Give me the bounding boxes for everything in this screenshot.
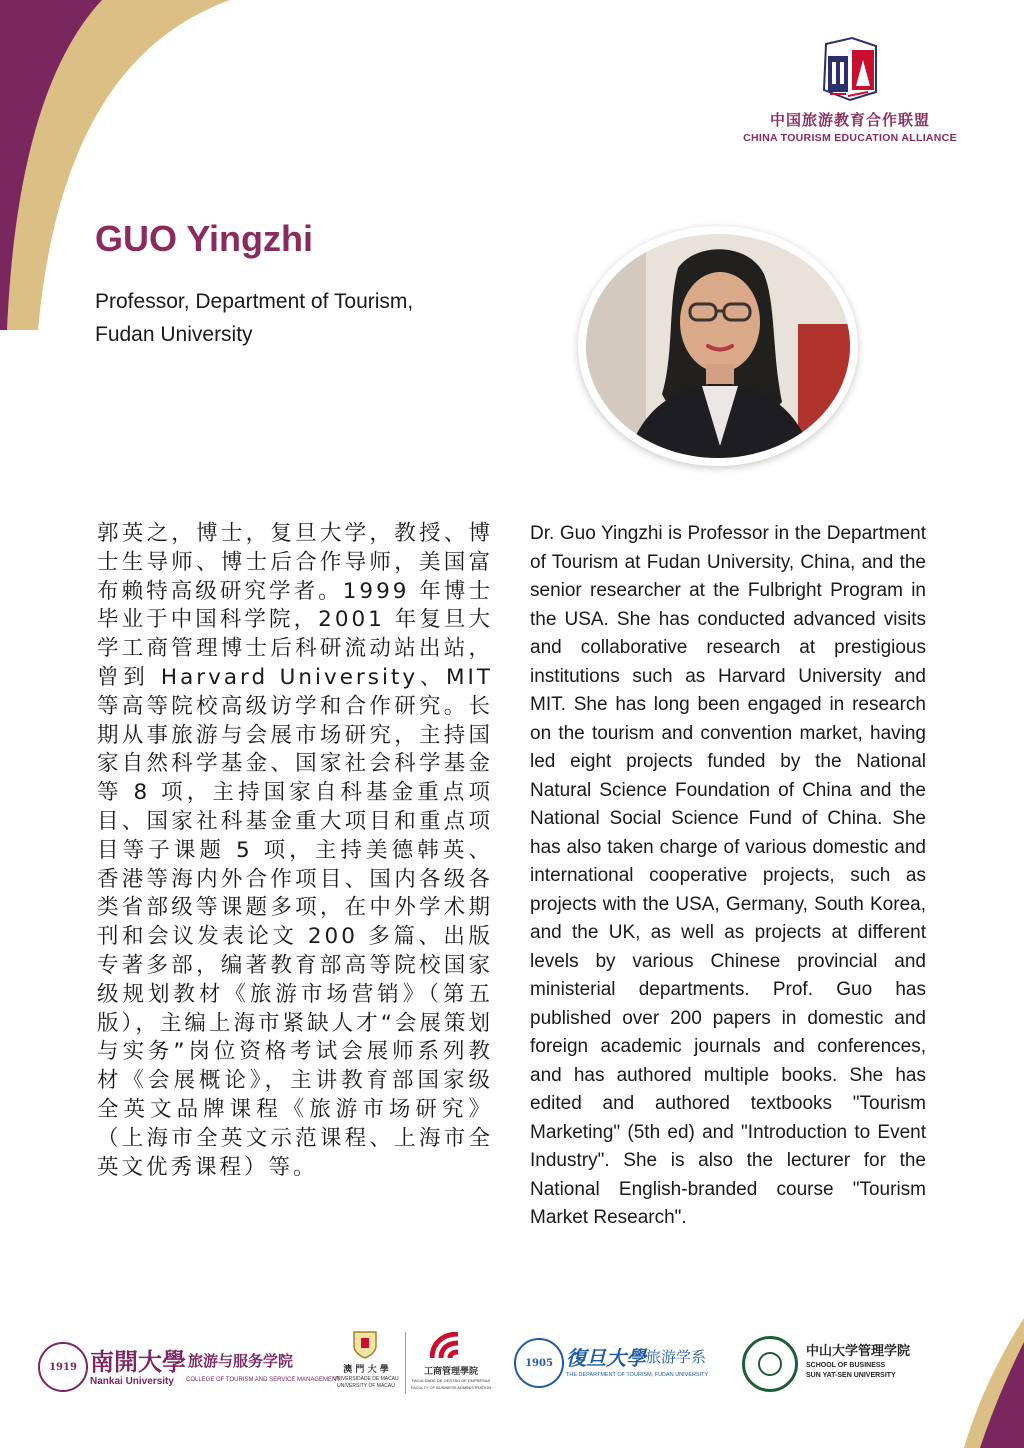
macau-divider — [405, 1332, 406, 1394]
macau-crest-icon — [352, 1330, 378, 1360]
macau-name-pt: UNIVERSIDADE DE MACAU — [333, 1376, 399, 1382]
bio-chinese: 郭英之，博士，复旦大学，教授、博士生导师、博士后合作导师，美国富布赖特高级研究学者。1999 年博士毕业于中国科学院，2001 年复旦大学工商管理博士后科研流动站出站，曾到 Harvard University、MIT 等高等院校高级访学和合作研究。长期从事旅游与会展市场研究，主持国家自然科学基金、国家社会科学基金等 8 项，主持国家自科基金重点项目、国家社科基金重大项目和重点项目等子课题 5 项，主持美德韩英、香港等海内外合作项目、国内各级各类省部级等课题多项，在中外学术期刊和会议发表论文 200 多篇、出版专著多部，编著教育部高等院校国家级规划教材《旅游市场营销》（第五版），主编上海市紧缺人才“会展策划与实务”岗位资格考试会展师系列教材《会展概论》，主讲教育部国家级全英文品牌课程《旅游市场研究》（上海市全英文示范课程、上海市全英文优秀课程）等。 — [97, 521, 493, 1180]
nankai-logo — [38, 1328, 341, 1400]
macau-name-cn: 澳 門 大 學 — [343, 1365, 389, 1375]
macau-faculty-en: FACULTY OF BUSINESS ADMINISTRATION — [410, 1385, 492, 1390]
title-line-1: Professor, Department of Tourism, — [95, 290, 414, 313]
bio-english: Dr. Guo Yingzhi is Professor in the Department of Tourism at Fudan University, China, and the senior researcher at the Fulbright Program in the USA. She has conducted advanced visits and collaborative research at prestigious institutions such as Harvard University and MIT. She has long been engaged in research on the tourism and convention market, having led eight projects funded by the National Natural Science Foundation of China and the National Social Science Fund of China. She has also taken charge of various domestic and international cooperative projects, such as projects with the USA, Germany, South Korea, and the UK, as well as projects at different levels by various Chinese provincial and ministerial departments. Prof. Guo has published over 200 papers in domestic and foreign academic journals and conferences, and has authored multiple books. She has edited and authored textbooks "Tourism Marketing" (5th ed) and "Introduction to Event Industry". She is also the lecturer for the National English-branded course "Tourism Market Research". — [530, 523, 926, 1228]
page-number: 6 — [967, 1370, 983, 1400]
person-title — [95, 285, 413, 351]
fudan-dept-cn: 旅游学系 — [646, 1348, 707, 1366]
fudan-name-cn: 復旦大學 — [566, 1346, 646, 1370]
nankai-college-cn: 旅游与服务学院 — [188, 1352, 294, 1370]
nankai-name-cn: 南開大學 — [90, 1347, 186, 1376]
fudan-dept-en: THE DEPARTMENT OF TOURISM, FUDAN UNIVERSITY — [566, 1372, 709, 1378]
sysu-name-cn: 中山大学管理学院 — [806, 1344, 911, 1359]
alliance-cube-icon — [812, 36, 888, 102]
portrait-frame — [578, 226, 858, 466]
sysu-line1-en: SCHOOL OF BUSINESS — [806, 1362, 886, 1369]
person-name: GUO Yingzhi — [95, 218, 314, 259]
macau-faculty-cn: 工商管理學院 — [423, 1367, 478, 1377]
corner-decoration-top-left — [0, 0, 300, 330]
sysu-logo — [742, 1328, 928, 1400]
sysu-seal-icon — [742, 1336, 798, 1392]
title-line-2: Fudan University — [95, 323, 253, 346]
macau-faculty-icon — [430, 1332, 460, 1360]
alliance-name-en: CHINA TOURISM EDUCATION ALLIANCE — [743, 132, 957, 144]
nankai-seal-year: 1919 — [49, 1361, 77, 1373]
nankai-college-en: COLLEGE OF TOURISM AND SERVICE MANAGEMENT — [186, 1377, 341, 1383]
macau-name-en: UNIVERSITY OF MACAU — [337, 1383, 395, 1389]
nankai-seal-icon — [38, 1342, 88, 1392]
portrait-photo-icon — [586, 234, 850, 458]
fudan-seal-icon — [514, 1338, 564, 1388]
macau-logo — [330, 1328, 492, 1400]
fudan-seal-year: 1905 — [525, 1357, 553, 1369]
sysu-line2-en: SUN YAT-SEN UNIVERSITY — [806, 1372, 896, 1379]
nankai-name-en: Nankai University — [90, 1376, 174, 1387]
macau-faculty-pt: FACULDADE DE GESTÃO DE EMPRESAS — [411, 1378, 491, 1383]
alliance-logo — [740, 36, 960, 144]
fudan-logo — [514, 1328, 724, 1400]
alliance-name-cn: 中国旅游教育合作联盟 — [769, 112, 930, 129]
partner-logos — [38, 1328, 928, 1400]
